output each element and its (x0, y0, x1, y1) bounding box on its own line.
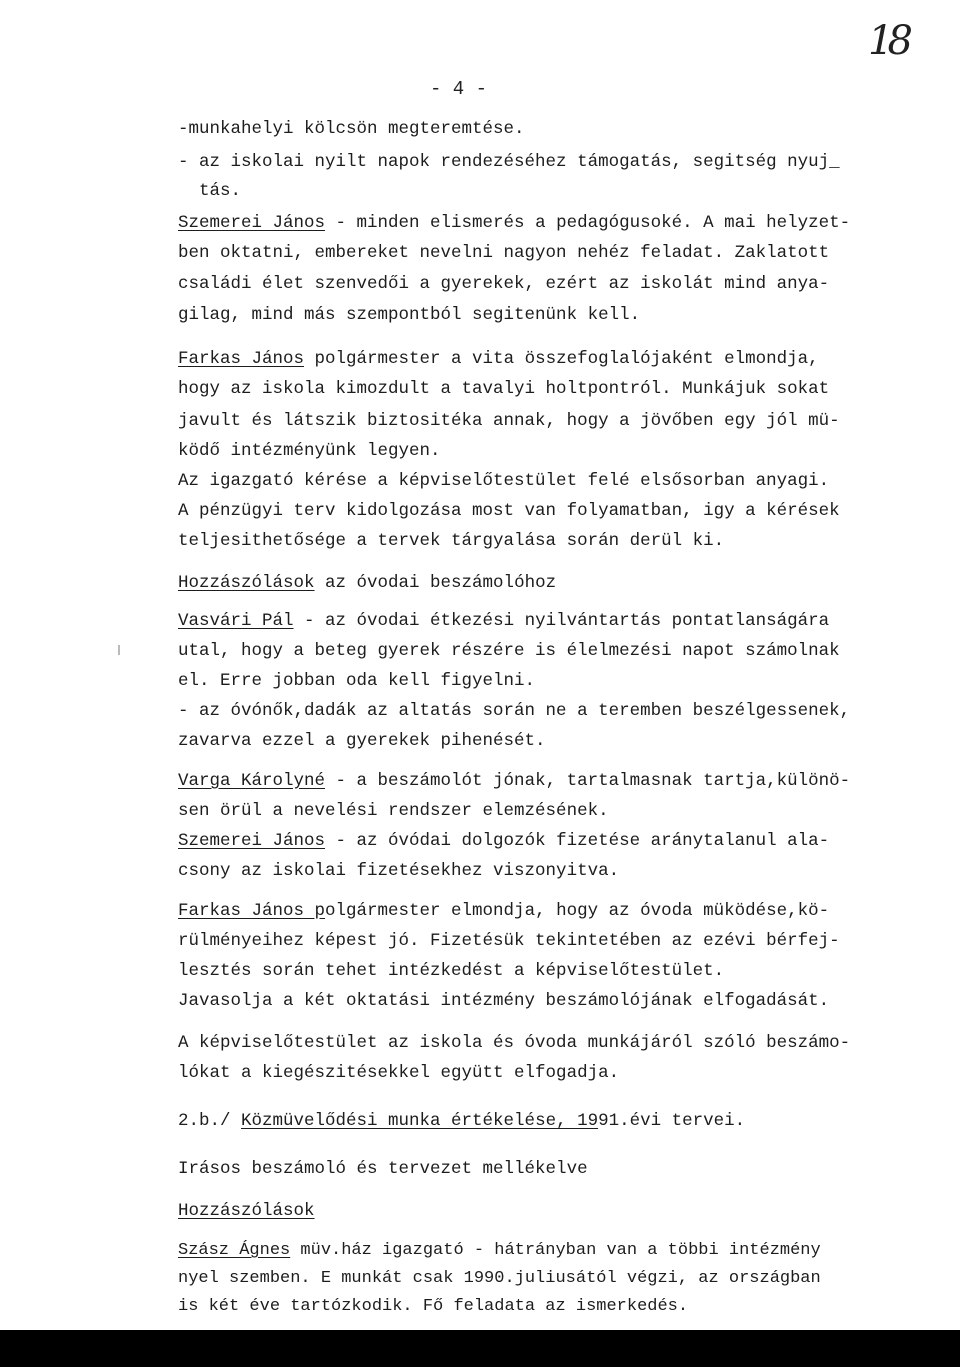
text-line (178, 242, 829, 264)
line-text: - az óvodai étkezési nyilvántartás pontatlanságára (293, 611, 830, 631)
line-text: ben oktatni, embereket nevelni nagyon nehéz feladat. Zaklatott (178, 243, 830, 263)
line-text: nyel szemben. E munkát csak 1990.juliusától végzi, az országban (178, 1269, 821, 1288)
underlined-text: Vasvári Pál (178, 611, 294, 631)
text-line (178, 610, 829, 632)
text-line (178, 273, 829, 295)
text-line (178, 900, 829, 922)
underlined-text: Hozzászólások (178, 573, 315, 593)
text-line (178, 640, 840, 662)
line-text: -munkahelyi kölcsön megteremtése. (178, 119, 525, 139)
line-text: zavarva ezzel a gyerekek pihenését. (178, 731, 546, 751)
text-line (178, 530, 724, 552)
line-text: A pénzügyi terv kidolgozása most van folyamatban, igy a kérések (178, 501, 840, 521)
line-text: Irásos beszámoló és tervezet mellékelve (178, 1159, 588, 1179)
handwritten-page-number: 18 (868, 18, 907, 64)
text-line (178, 118, 525, 140)
line-text: tás. (178, 181, 242, 201)
text-line (178, 770, 850, 792)
underlined-text: Farkas János p (178, 901, 326, 921)
text-line (178, 572, 556, 594)
text-line (178, 348, 819, 370)
line-text: - az iskolai nyilt napok rendezéséhez támogatás, segitség nyuj_ (178, 152, 840, 172)
line-text: Az igazgató kérése a képviselőtestület felé elsősorban anyagi. (178, 471, 830, 491)
underlined-text: Szemerei János (178, 213, 326, 233)
text-line (178, 440, 441, 462)
text-line (178, 1296, 688, 1318)
underlined-text: Hozzászólások (178, 1201, 315, 1221)
text-line (178, 212, 850, 234)
text-line (178, 700, 850, 722)
underlined-text: Farkas János (178, 349, 305, 369)
line-text: - a beszámolót jónak, tartalmasnak tartja,különö- (325, 771, 851, 791)
line-text: lesztés során tehet intézkedést a képviselőtestület. (178, 961, 725, 981)
text-line (178, 930, 840, 952)
line-text: 2.b./ (178, 1111, 242, 1131)
text-line (178, 960, 724, 982)
line-text: - az óvódai dolgozók fizetése aránytalanul ala- (325, 831, 830, 851)
line-text: rülményeihez képest jó. Fizetésük tekintetében az ezévi bérfej- (178, 931, 840, 951)
text-line (178, 180, 241, 202)
text-line (178, 378, 829, 400)
line-text: teljesithetősége a tervek tárgyalása során derül ki. (178, 531, 725, 551)
line-text: Javasolja a két oktatási intézmény beszámolójának elfogadását. (178, 991, 830, 1011)
line-text: is két éve tartózkodik. Fő feladata az ismerkedés. (178, 1297, 689, 1316)
scan-mark (118, 645, 120, 655)
line-text: - az óvónők,dadák az altatás során ne a teremben beszélgessenek, (178, 701, 851, 721)
line-text: el. Erre jobban oda kell figyelni. (178, 671, 536, 691)
text-line (178, 470, 829, 492)
underlined-text: Varga Károlyné (178, 771, 326, 791)
text-line (178, 1032, 850, 1054)
line-text: 91.évi tervei. (598, 1111, 746, 1131)
underlined-text: Szemerei János (178, 831, 326, 851)
line-text: utal, hogy a beteg gyerek részére is élelmezési napot számolnak (178, 641, 840, 661)
text-line (178, 410, 840, 432)
line-text: családi élet szenvedői a gyerekek, ezért az iskolát mind anya- (178, 274, 830, 294)
line-text: az óvodai beszámolóhoz (314, 573, 557, 593)
text-line (178, 1200, 315, 1222)
text-line (178, 1240, 821, 1262)
line-text: hogy az iskola kimozdult a tavalyi holtpontról. Munkájuk sokat (178, 379, 830, 399)
line-text: olgármester elmondja, hogy az óvoda müködése,kö- (325, 901, 830, 921)
text-line (178, 830, 829, 852)
text-line (178, 730, 546, 752)
scan-bottom-edge (0, 1330, 960, 1367)
line-text: javult és látszik biztositéka annak, hogy a jövőben egy jól mü- (178, 411, 840, 431)
underlined-text: Szász Ágnes (178, 1241, 291, 1260)
text-line (178, 1110, 745, 1132)
underlined-text: Közmüvelődési munka értékelése, 19 (241, 1111, 599, 1131)
line-text: polgármester a vita összefoglalójaként elmondja, (304, 349, 819, 369)
line-text: müv.ház igazgató - hátrányban van a többi intézmény (290, 1241, 821, 1260)
text-line (178, 1062, 619, 1084)
text-line (178, 1268, 821, 1290)
text-line (178, 800, 609, 822)
line-text: ködő intézményünk legyen. (178, 441, 441, 461)
line-text: sen örül a nevelési rendszer elemzésének. (178, 801, 609, 821)
page-number: - 4 - (430, 78, 488, 100)
line-text: gilag, mind más szempontból segitenünk kell. (178, 305, 641, 325)
text-line (178, 500, 840, 522)
text-line (178, 670, 535, 692)
line-text: lókat a kiegészitésekkel együtt elfogadja. (178, 1063, 620, 1083)
line-text: A képviselőtestület az iskola és óvoda munkájáról szóló beszámo- (178, 1033, 851, 1053)
text-line (178, 304, 640, 326)
text-line (178, 990, 829, 1012)
text-line (178, 151, 840, 173)
text-line (178, 1158, 588, 1180)
text-line (178, 860, 619, 882)
line-text: - minden elismerés a pedagógusoké. A mai helyzet- (325, 213, 851, 233)
line-text: csony az iskolai fizetésekhez viszonyitva. (178, 861, 620, 881)
